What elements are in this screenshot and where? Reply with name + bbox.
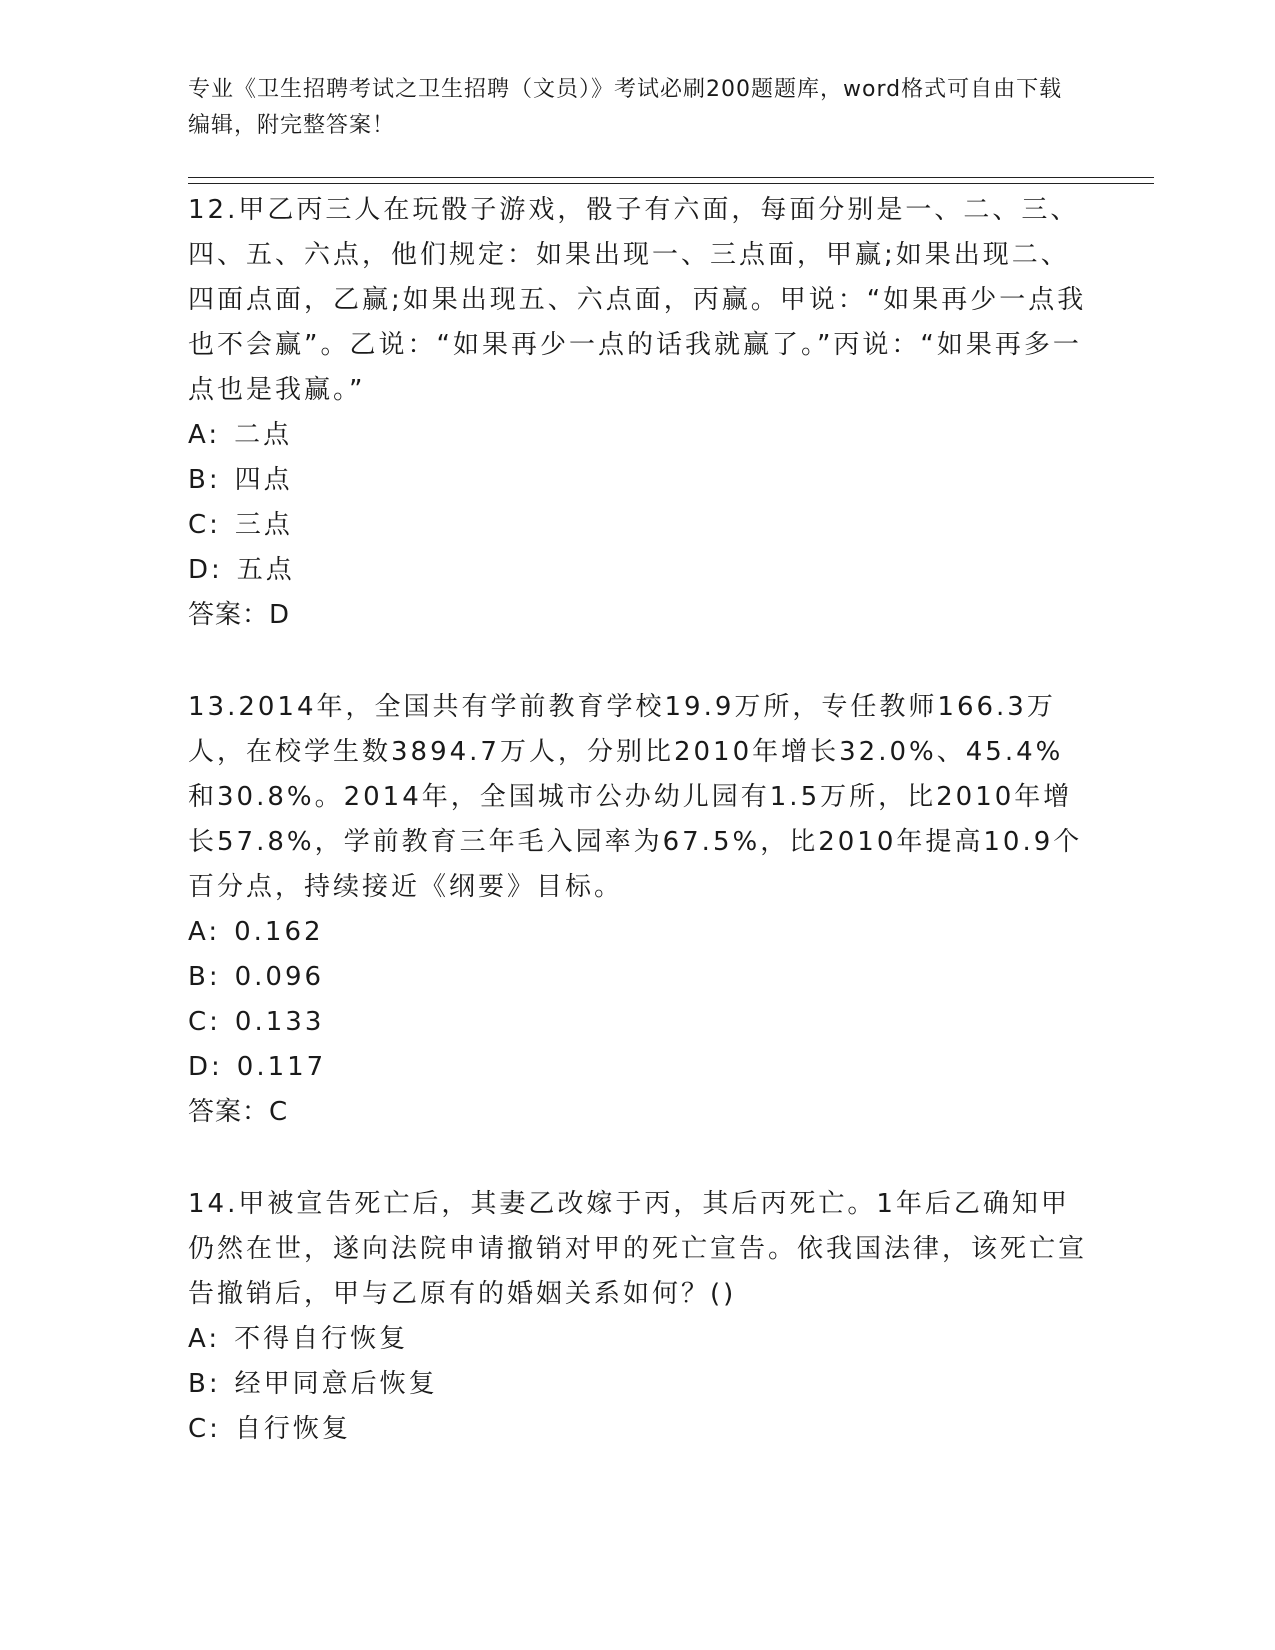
- question-stem: 14.甲被宣告死亡后，其妻乙改嫁于丙，其后丙死亡。1年后乙确知甲仍然在世，遂向法院申请撤销对甲的死亡宣告。依我国法律，该死亡宣告撤销后，甲与乙原有的婚姻关系如何？(): [188, 1189, 1088, 1309]
- option-a: A: 不得自行恢复: [188, 1324, 409, 1354]
- question-13: [188, 685, 1088, 1135]
- option-b: B: 经甲同意后恢复: [188, 1369, 438, 1399]
- option-a: A: 0.162: [188, 917, 324, 947]
- option-c: C: 自行恢复: [188, 1414, 351, 1444]
- option-d: D: 0.117: [188, 1052, 327, 1082]
- question-gap: [188, 1135, 1088, 1182]
- document-header: 专业《卫生招聘考试之卫生招聘（文员）》考试必刷200题题库，word格式可自由下载编辑，附完整答案！: [188, 77, 1063, 138]
- question-list: [188, 188, 1088, 1452]
- answer-text: 答案：D: [188, 600, 291, 630]
- question-stem: 13.2014年，全国共有学前教育学校19.9万所，专任教师166.3万人，在校学生数3894.7万人，分别比2010年增长32.0%、45.4%和30.8%。2014年，全国城市公办幼儿园有1.5万所，比2010年增长57.8%，学前教育三年毛入园率为67.5%，比2010年提高10.9个百分点，持续接近《纲要》目标。: [188, 692, 1083, 902]
- question-12: [188, 188, 1088, 638]
- option-c: C: 三点: [188, 510, 293, 540]
- option-b: B: 四点: [188, 465, 293, 495]
- option-d: D: 五点: [188, 555, 295, 585]
- header-rule-bottom: [188, 183, 1154, 184]
- question-14: [188, 1182, 1088, 1452]
- answer-text: 答案：C: [188, 1097, 289, 1127]
- option-b: B: 0.096: [188, 962, 325, 992]
- option-a: A: 二点: [188, 420, 293, 450]
- option-c: C: 0.133: [188, 1007, 325, 1037]
- question-stem: 12.甲乙丙三人在玩骰子游戏，骰子有六面，每面分别是一、二、三、四、五、六点，他们规定：如果出现一、三点面，甲赢;如果出现二、四面点面，乙赢;如果出现五、六点面，丙赢。甲说：“如果再少一点我也不会赢”。乙说：“如果再少一点的话我就赢了。”丙说：“如果再多一点也是我赢。”: [188, 195, 1087, 405]
- question-gap: [188, 638, 1088, 685]
- header-rule-top: [188, 177, 1154, 178]
